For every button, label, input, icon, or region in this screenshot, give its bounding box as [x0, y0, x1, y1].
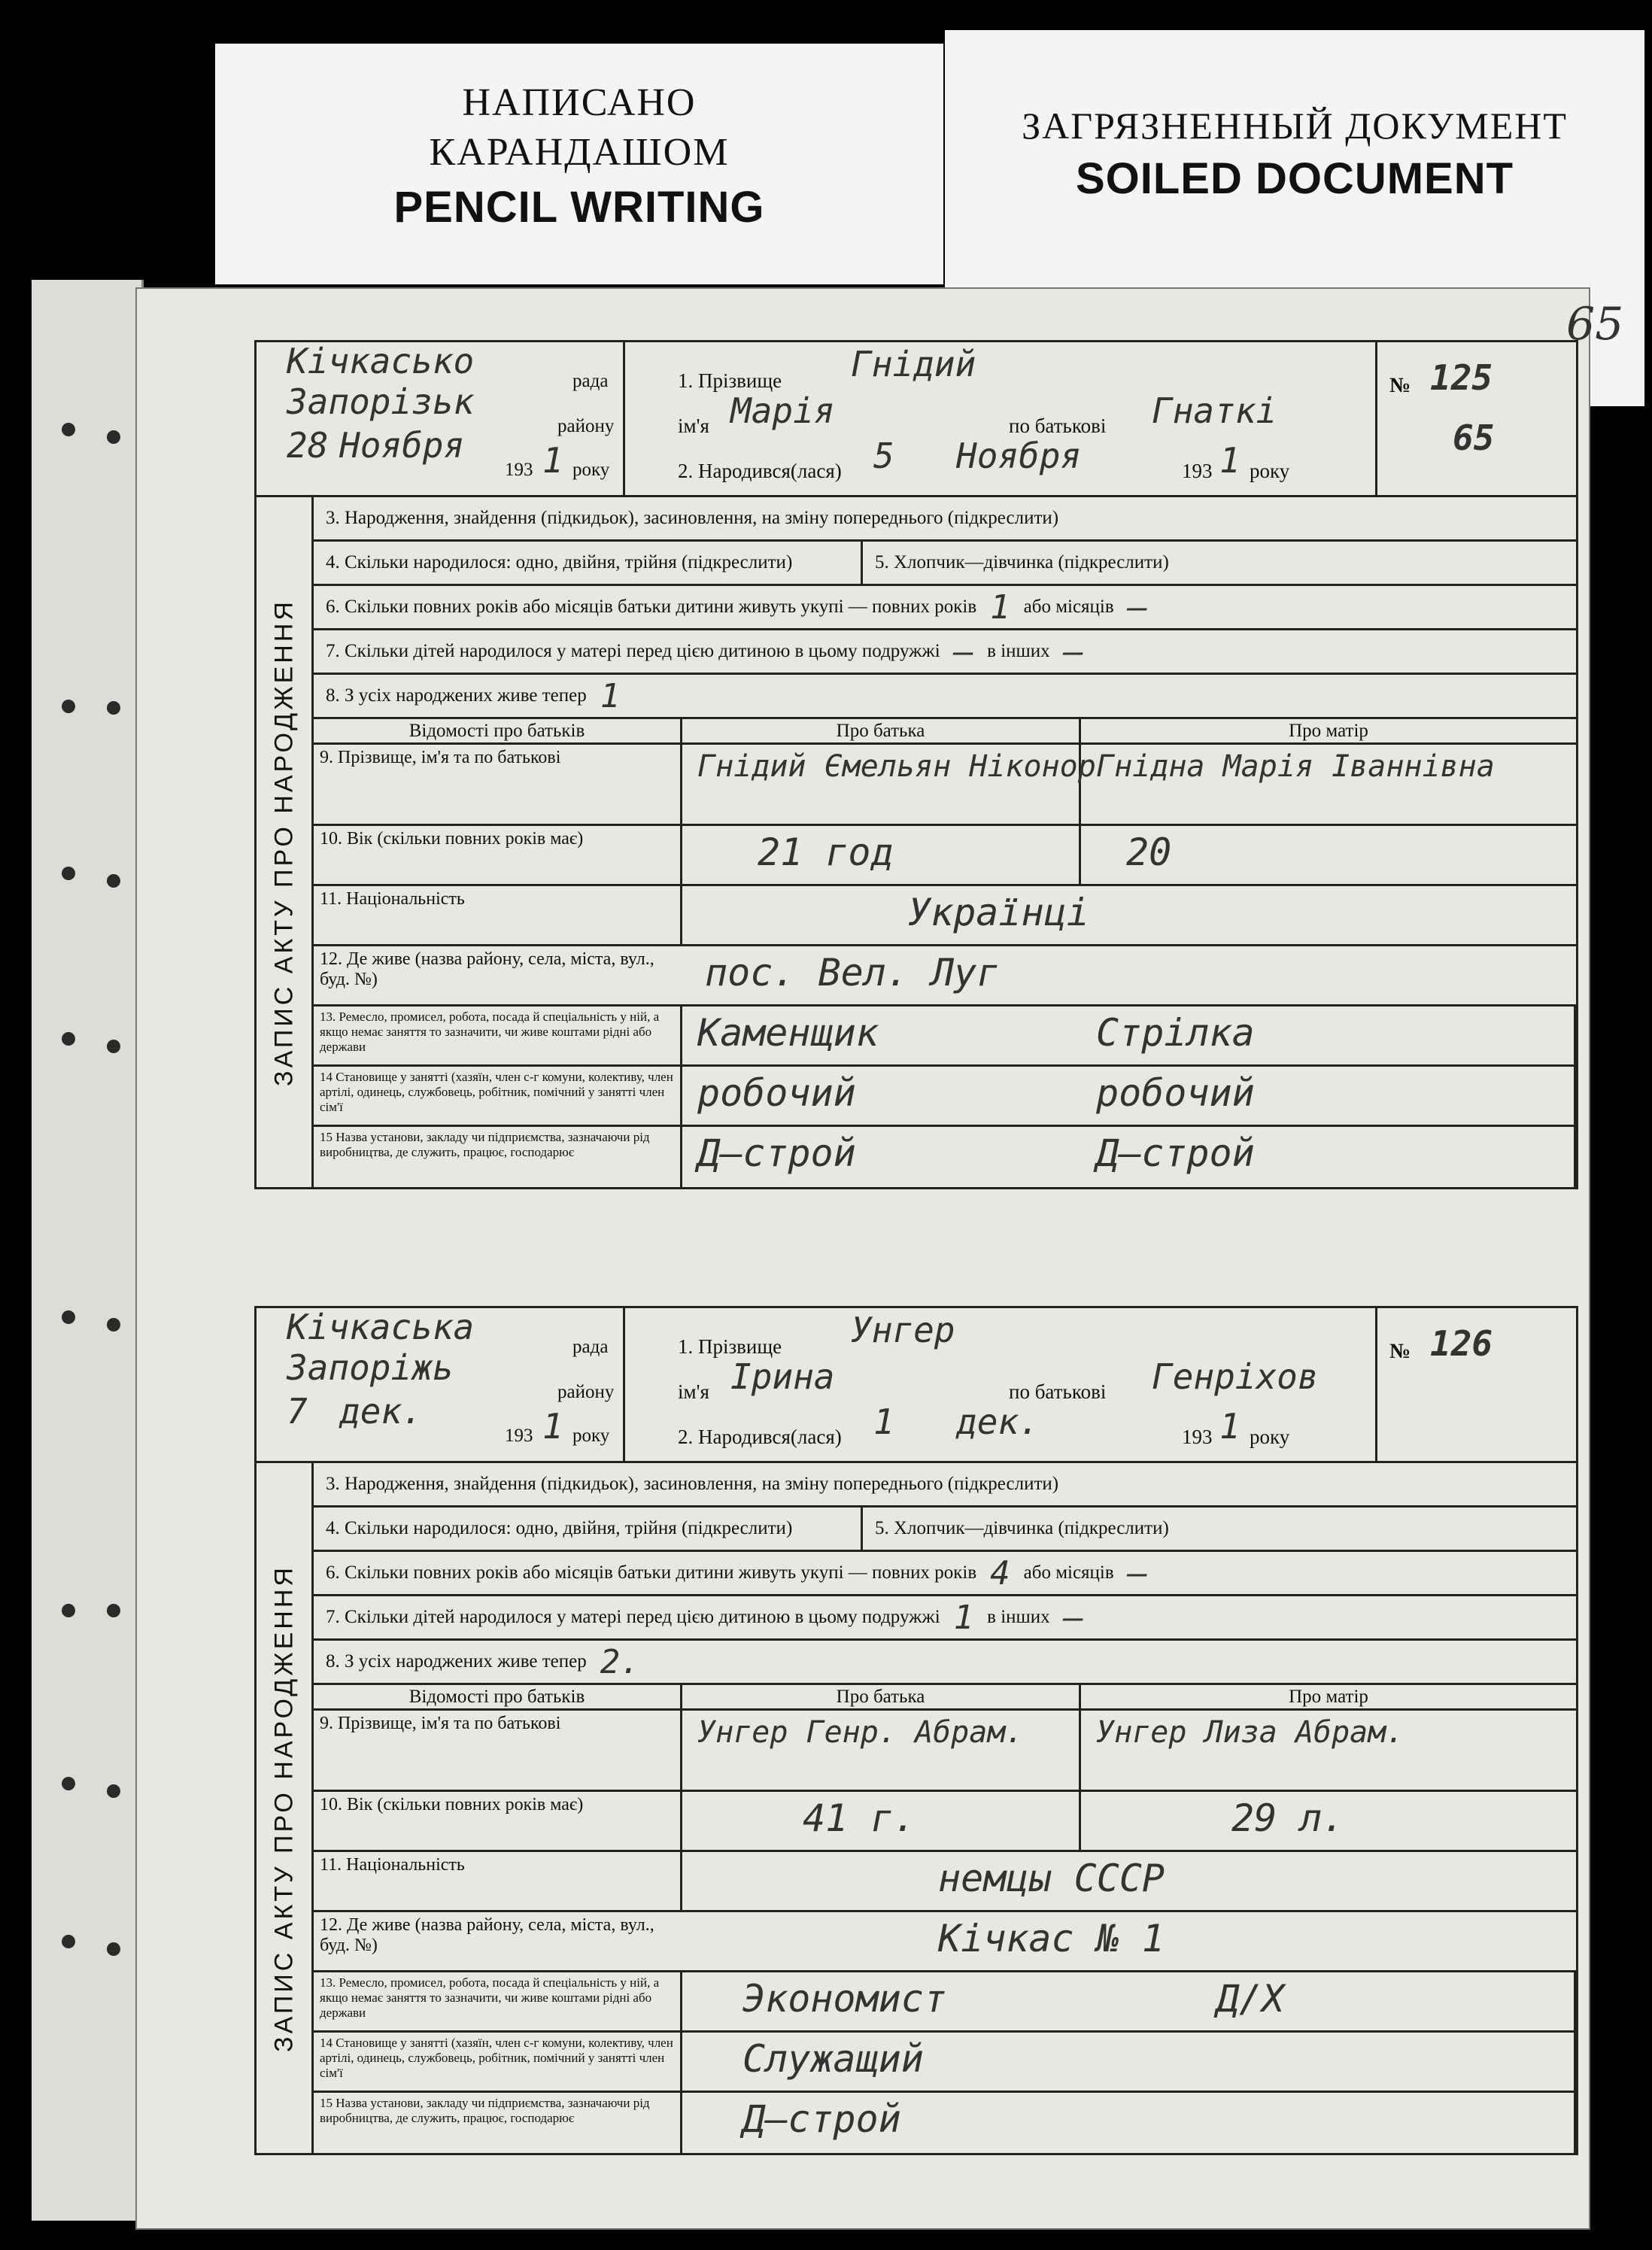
years-together-value: 4: [990, 1553, 1010, 1593]
birth-day-value: 5: [873, 436, 894, 476]
nationality-value: немцы СССР: [938, 1857, 1165, 1900]
mother-org-value: Д—строй: [1096, 1131, 1255, 1175]
row-3-label: 3. Народження, знайдення (підкидьок), засиновлення, на зміну попереднього (підкреслити): [326, 1474, 1059, 1494]
name-label: ім'я: [678, 414, 709, 437]
binding-hole: [62, 423, 75, 436]
parents-col-header: Відомості про батьків: [314, 719, 682, 745]
reg-day-value: 28: [287, 425, 329, 466]
number-label: №: [1389, 1340, 1411, 1363]
birth-day-value: 1: [873, 1401, 894, 1442]
father-org-cell: [682, 2093, 1081, 2153]
mother-status-value: робочий: [1096, 1071, 1255, 1115]
row-6-months-label: або місяців: [1023, 597, 1114, 617]
record-number: 125: [1430, 357, 1493, 398]
father-age-value: 21 год: [758, 830, 894, 874]
record-number-note: 65: [1453, 418, 1495, 458]
child-block: [625, 1308, 1377, 1461]
mother-status-cell: [1081, 1067, 1576, 1127]
row-6-label: 6. Скільки повних років або місяців батьки дитини живуть укупі — повних років: [326, 597, 977, 617]
record-header: [254, 340, 1578, 495]
record-body: [254, 1461, 1578, 2155]
rayonu-label: району: [557, 416, 615, 436]
row-6-months-label: або місяців: [1023, 1562, 1114, 1583]
row-3: [314, 497, 1576, 542]
row-7-other-label: в інших: [987, 641, 1050, 661]
row-6-label: 6. Скільки повних років або місяців батьки дитини живуть укупі — повних років: [326, 1562, 977, 1583]
mother-org-cell: [1081, 1127, 1576, 1187]
pencil-label-ru-1: НАПИСАНО: [462, 81, 697, 124]
name-label: ім'я: [678, 1380, 709, 1403]
rada-label: рада: [572, 1337, 609, 1357]
months-together-value: —: [1127, 1553, 1148, 1593]
row-6: [314, 586, 1576, 630]
binding-hole: [62, 1310, 75, 1324]
row-12-label: 12. Де живе (назва району, села, міста, вул., буд. №): [314, 946, 682, 1007]
pencil-label-ru-2: КАРАНДАШОМ: [429, 131, 730, 174]
year-prefix: 193: [1182, 1426, 1213, 1448]
father-work-value: Каменщик: [697, 1011, 879, 1055]
row-4-5: [314, 1508, 1576, 1552]
binding-hole: [62, 1604, 75, 1617]
binding-hole: [62, 1935, 75, 1948]
row-9-label: 9. Прізвище, ім'я та по батькові: [314, 1711, 682, 1792]
patronymic-value: Гнаткі: [1152, 390, 1277, 431]
side-title-text: ЗАПИС АКТУ ПРО НАРОДЖЕННЯ: [269, 1564, 298, 2052]
residence-cell: [682, 946, 1576, 1007]
record-number-block: [1377, 342, 1576, 495]
father-status-value: робочий: [697, 1071, 856, 1115]
father-status-cell: [682, 2033, 1081, 2093]
birth-record-1: [254, 340, 1578, 1189]
birth-year-value: 1: [1219, 440, 1241, 481]
birth-year-value: 1: [1219, 1406, 1241, 1447]
father-work-cell: [682, 1972, 1081, 2033]
father-status-cell: [682, 1067, 1081, 1127]
father-age-cell: [682, 826, 1081, 886]
binding-hole: [107, 1318, 120, 1331]
council-value: Кічкаська: [287, 1307, 475, 1347]
surname-label: 1. Прізвище: [678, 1335, 782, 1358]
residence-value: пос. Вел. Луг: [705, 951, 1000, 994]
roku-label: року: [572, 460, 610, 480]
mother-work-value: Д/Х: [1216, 1977, 1285, 2021]
row-9-label: 9. Прізвище, ім'я та по батькові: [314, 745, 682, 826]
binding-hole: [107, 701, 120, 715]
row-7-label: 7. Скільки дітей народилося у матері перед цією дитиною в цьому подружжі: [326, 641, 940, 661]
row-7: [314, 630, 1576, 675]
row-7: [314, 1596, 1576, 1641]
number-label: №: [1389, 374, 1411, 397]
parents-col-header: Відомості про батьків: [314, 1685, 682, 1711]
side-title: [257, 1463, 314, 2153]
father-work-value: Экономист: [742, 1977, 946, 2021]
mother-age-value: 29 л.: [1231, 1796, 1345, 1840]
mother-org-cell: [1081, 2093, 1576, 2153]
reg-day-value: 7: [287, 1391, 308, 1432]
council-value: Кічкасько: [287, 341, 475, 381]
mother-age-cell: [1081, 826, 1576, 886]
row-6: [314, 1552, 1576, 1596]
reg-year-value: 1: [542, 440, 563, 481]
page-number: 65: [1566, 298, 1624, 351]
binding-hole: [107, 874, 120, 888]
nationality-cell: [682, 1852, 1576, 1912]
side-title-text: ЗАПИС АКТУ ПРО НАРОДЖЕННЯ: [269, 598, 298, 1086]
years-together-value: 1: [990, 588, 1010, 627]
father-name-cell: [682, 1711, 1081, 1792]
name-value: Марія: [730, 390, 835, 431]
mother-work-cell: [1081, 1972, 1576, 2033]
binding-hole: [62, 1032, 75, 1046]
father-name-cell: [682, 745, 1096, 826]
row-3: [314, 1463, 1576, 1508]
patronymic-label: по батькові: [1009, 414, 1107, 437]
mother-work-value: Стрілка: [1096, 1011, 1255, 1055]
binding-hole: [107, 1604, 120, 1617]
binding-hole: [62, 700, 75, 713]
mother-name-cell: [1081, 745, 1576, 826]
mother-age-value: 20: [1126, 830, 1172, 874]
father-name-value: Унгер Генр. Абрам.: [697, 1715, 1024, 1750]
pencil-writing-label: [215, 44, 943, 284]
row-12-label: 12. Де живе (назва району, села, міста, вул., буд. №): [314, 1912, 682, 1972]
row-5-label: 5. Хлопчик—дівчинка (підкреслити): [875, 552, 1169, 572]
record-number-block: [1377, 1308, 1576, 1461]
record-body: [254, 495, 1578, 1189]
binding-hole: [107, 1040, 120, 1053]
side-title: [257, 497, 314, 1187]
surname-label: 1. Прізвище: [678, 369, 782, 392]
row-7-label: 7. Скільки дітей народилося у матері перед цією дитиною в цьому подружжі: [326, 1607, 940, 1627]
father-org-value: Д—строй: [697, 1131, 856, 1175]
father-org-cell: [682, 1127, 1081, 1187]
reg-month-value: Ноября: [339, 425, 465, 466]
record-number: 126: [1430, 1323, 1493, 1364]
binding-hole: [62, 867, 75, 880]
reg-month-value: дек.: [339, 1391, 423, 1432]
nationality-cell: [682, 886, 1576, 946]
birth-month-value: дек.: [956, 1401, 1040, 1442]
other-children-value: —: [1063, 632, 1084, 671]
row-4-5: [314, 542, 1576, 586]
district-value: Запоріжь: [287, 1347, 454, 1388]
residence-cell: [682, 1912, 1576, 1972]
birth-month-value: Ноября: [956, 436, 1082, 476]
father-age-value: 41 г.: [803, 1796, 916, 1840]
rayonu-label: району: [557, 1382, 615, 1402]
row-7-other-label: в інших: [987, 1607, 1050, 1627]
binding-hole: [62, 1777, 75, 1790]
binding-hole: [107, 1942, 120, 1956]
mother-col-header: Про матір: [1081, 719, 1576, 745]
row-8-label: 8. З усіх народжених живе тепер: [326, 685, 587, 706]
rada-label: рада: [572, 371, 609, 391]
born-label: 2. Народився(лася): [678, 1426, 842, 1448]
nationality-value: Українці: [908, 891, 1089, 934]
living-now-value: 2.: [600, 1642, 640, 1681]
year-prefix: 193: [505, 1426, 533, 1446]
binding-hole: [107, 1784, 120, 1798]
surname-value: Гнідий: [851, 344, 976, 384]
father-work-cell: [682, 1007, 1081, 1067]
row-3-label: 3. Народження, знайдення (підкидьок), засиновлення, на зміну попереднього (підкреслити): [326, 508, 1059, 528]
roku-label: року: [1250, 460, 1290, 482]
soiled-label-ru: ЗАГРЯЗНЕННЫЙ ДОКУМЕНТ: [1022, 105, 1568, 147]
father-org-value: Д—строй: [742, 2097, 901, 2141]
registration-block: [257, 342, 625, 495]
district-value: Запорізьк: [287, 381, 475, 422]
father-age-cell: [682, 1792, 1081, 1852]
year-prefix: 193: [505, 460, 533, 480]
birth-record-2: [254, 1306, 1578, 2155]
mother-work-cell: [1081, 1007, 1576, 1067]
row-10-label: 10. Вік (скільки повних років має): [314, 826, 682, 886]
roku-label: року: [572, 1426, 610, 1446]
roku-label: року: [1250, 1426, 1290, 1448]
row-8: [314, 675, 1576, 719]
row-15-label: 15 Назва установи, закладу чи підприємства, зазначаючи рід виробництва, де служить, працює, господарює: [314, 2093, 682, 2153]
row-4-label: 4. Скільки народилося: одно, двійня, трійня (підкреслити): [314, 1508, 863, 1550]
soiled-label-en: SOILED DOCUMENT: [1075, 154, 1514, 203]
mother-name-value: Унгер Лиза Абрам.: [1096, 1715, 1405, 1750]
pencil-label-en: PENCIL WRITING: [393, 183, 765, 232]
row-14-label: 14 Становище у занятті (хазяїн, член с-г комуни, колективу, член артілі, одинець, службовець, робітник, помічний у занятті член сім'ї: [314, 2033, 682, 2093]
record-header: [254, 1306, 1578, 1461]
mother-col-header: Про матір: [1081, 1685, 1576, 1711]
row-8-label: 8. З усіх народжених живе тепер: [326, 1651, 587, 1672]
father-status-value: Служащий: [742, 2037, 924, 2081]
row-13-label: 13. Ремесло, промисел, робота, посада й спеціальність у ній, а якщо немає заняття то зазначити, чи живе коштами рідні або держави: [314, 1007, 682, 1067]
reg-year-value: 1: [542, 1406, 563, 1447]
parents-table: [314, 719, 1576, 1187]
parents-table: [314, 1685, 1576, 2153]
patronymic-value: Генріхов: [1152, 1356, 1319, 1397]
child-block: [625, 342, 1377, 495]
months-together-value: —: [1127, 588, 1148, 627]
prior-children-value: 1: [953, 1598, 974, 1637]
mother-name-cell: [1081, 1711, 1576, 1792]
row-14-label: 14 Становище у занятті (хазяїн, член с-г комуни, колективу, член артілі, одинець, службовець, робітник, помічний у занятті член сім'ї: [314, 1067, 682, 1127]
mother-status-cell: [1081, 2033, 1576, 2093]
living-now-value: 1: [600, 676, 621, 715]
row-11-label: 11. Національність: [314, 1852, 682, 1912]
binding-strip: [32, 280, 144, 2221]
year-prefix: 193: [1182, 460, 1213, 482]
father-col-header: Про батька: [682, 719, 1081, 745]
other-children-value: —: [1063, 1598, 1084, 1637]
born-label: 2. Народився(лася): [678, 460, 842, 482]
document-page: [135, 287, 1624, 2230]
row-11-label: 11. Національність: [314, 886, 682, 946]
residence-value: Кічкас № 1: [938, 1917, 1165, 1960]
patronymic-label: по батькові: [1009, 1380, 1107, 1403]
row-4-label: 4. Скільки народилося: одно, двійня, трійня (підкреслити): [314, 542, 863, 584]
mother-name-value: Гнідна Марія Іваннівна: [1096, 749, 1495, 784]
row-10-label: 10. Вік (скільки повних років має): [314, 1792, 682, 1852]
row-5-label: 5. Хлопчик—дівчинка (підкреслити): [875, 1518, 1169, 1538]
surname-value: Унгер: [851, 1310, 955, 1350]
row-8: [314, 1641, 1576, 1685]
registration-block: [257, 1308, 625, 1461]
mother-age-cell: [1081, 1792, 1576, 1852]
prior-children-value: —: [953, 632, 974, 671]
row-13-label: 13. Ремесло, промисел, робота, посада й спеціальність у ній, а якщо немає заняття то зазначити, чи живе коштами рідні або держави: [314, 1972, 682, 2033]
binding-hole: [107, 430, 120, 444]
father-name-value: Гнідий Ємельян Ніконор: [697, 749, 1096, 784]
row-15-label: 15 Назва установи, закладу чи підприємства, зазначаючи рід виробництва, де служить, працює, господарює: [314, 1127, 682, 1187]
name-value: Ірина: [730, 1356, 835, 1397]
father-col-header: Про батька: [682, 1685, 1081, 1711]
